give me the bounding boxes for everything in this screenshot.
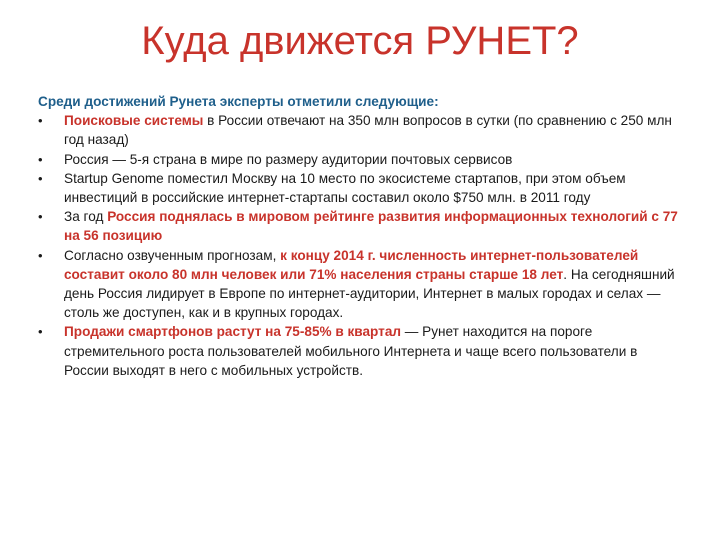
slide-title: Куда движется РУНЕТ?	[141, 19, 579, 63]
bullet-highlight: к концу 2014 г. численность интернет-пользователей составит около 80 млн человек или 71% населения страны старше 18 лет	[64, 247, 639, 282]
bullet-prefix: Согласно озвученным прогнозам,	[64, 247, 281, 263]
intro-text: Среди достижений Рунета эксперты отметили следующие:	[38, 94, 439, 109]
bullet-item-forecast	[38, 246, 678, 323]
bullet-highlight: Поисковые системы	[64, 113, 204, 129]
bullet-item-ranking	[38, 207, 678, 245]
bullet-text: Россия — 5-я страна в мире по размеру аудитории почтовых сервисов	[64, 151, 513, 167]
bullet-icon: •	[38, 151, 43, 167]
bullet-highlight: Россия поднялась в мировом рейтинге развития информационных технологий с 77 на 56 позицию	[64, 209, 678, 244]
bullet-text: Startup Genome поместил Москву на 10 место по экосистеме стартапов, при этом объем инвестиций в российские интернет-стартапы составил около $750 млн. в 2011 году	[64, 170, 626, 206]
slide-content	[38, 92, 678, 380]
bullet-highlight: Продажи смартфонов растут на 75-85% в квартал	[64, 324, 402, 340]
bullet-prefix: За год	[64, 209, 108, 225]
bullet-icon: •	[38, 247, 43, 263]
bullet-item-smartphones	[38, 322, 678, 380]
bullet-item-search	[38, 111, 678, 149]
bullet-text: — Рунет находится на пороге стремительного роста пользователей мобильного Интернета и чаще всего пользователи в России выходят в него с мобильных устройств.	[64, 324, 638, 378]
bullet-icon: •	[38, 324, 43, 340]
bullet-item-mail	[38, 150, 678, 169]
bullet-icon: •	[38, 209, 43, 225]
bullet-list	[38, 111, 678, 380]
bullet-text: . На сегодняшний день Россия лидирует в Европе по интернет-аудитории, Интернет в малых городах и селах — столь же доступен, как и в крупных городах.	[64, 266, 675, 321]
bullet-icon: •	[38, 113, 43, 129]
bullet-icon: •	[38, 170, 43, 186]
bullet-text: в России отвечают на 350 млн вопросов в сутки (по сравнению с 250 млн год назад)	[64, 113, 672, 148]
bullet-item-startups	[38, 169, 678, 207]
